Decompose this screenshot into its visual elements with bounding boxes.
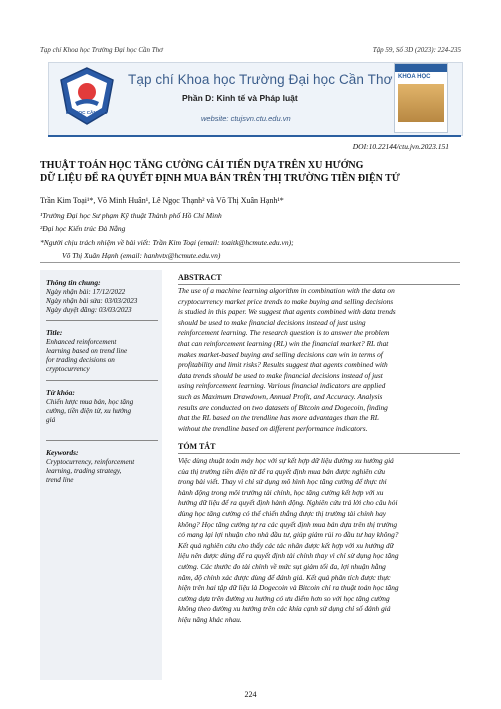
university-logo-icon	[57, 66, 117, 126]
authors: Trần Kim Toại¹*, Võ Minh Huân¹, Lê Ngọc Thạnh² và Võ Thị Xuân Hạnh¹*	[40, 196, 284, 205]
abstract-line: using reinforcement learning. Various financial indicators are applied	[178, 381, 386, 391]
tomtat-line: trong bài viết. Thay vì chỉ sử dụng mô hình học tăng cường để thực thi	[178, 477, 387, 487]
journal-part: Phần D: Kinh tế và Pháp luật	[182, 93, 298, 103]
tomtat-line: hướng dữ liệu để ra quyết định hành động. Nghiên cứu trả lời cho câu hỏi	[178, 498, 398, 508]
tomtat-line: Kết quả nghiên cứu cho thấy các tác nhân được kết hợp với xu hướng dữ	[178, 540, 394, 550]
abstract-line: makes market-based buying and selling decisions can win in terms of	[178, 349, 383, 359]
sidebar-rule	[46, 380, 158, 381]
title-line-1: THUẬT TOÁN HỌC TĂNG CƯỜNG CẢI TIẾN DỰA TRÊN XU HƯỚNG	[40, 160, 364, 171]
abstract-line: results are conducted on two datasets of Bitcoin and Dogecoin, finding	[178, 402, 388, 412]
abstract-line: that can reinforcement learning (RL) win the financial market? RL that	[178, 338, 389, 348]
abstract-heading: ABSTRACT	[178, 273, 222, 282]
tomtat-line: cường dựa trên đường xu hướng có ưu điểm hơn so với học tăng cường	[178, 593, 390, 603]
abstract-line: The use of a machine learning algorithm in combination with the data on	[178, 286, 395, 295]
tomtat-line: hành động trong môi trường tài chính, học tăng cường kết hợp với xu	[178, 487, 384, 497]
tomtat-line: có mang lại lợi nhuận cho nhà đầu tư, giúp giảm rủi ro đầu tư hay không?	[178, 530, 399, 540]
abstract-line: cryptocurrency market price trends to make buying and selling decisions	[178, 296, 394, 306]
corresponding-1: *Người chịu trách nhiệm về bài viết: Trần Kim Toại (email: toaitk@hcmute.edu.vn);	[40, 238, 294, 247]
tomtat-line: Việc dùng thuật toán máy học với sự kết hợp dữ liệu đường xu hướng giá	[178, 456, 394, 465]
running-header-right: Tập 59, Số 3D (2023): 224-235	[372, 46, 461, 54]
tomtat-line: hiện trên hai tập dữ liệu là Dogecoin và Bitcoin chỉ ra thuật toán học tăng	[178, 583, 399, 593]
abstract-rule	[178, 284, 460, 285]
affiliation-1: ¹Trường Đại học Sư phạm Kỹ thuật Thành phố Hồ Chí Minh	[40, 211, 222, 220]
tukhoa-line: cường, tiền điện tử, xu hướng	[46, 407, 132, 415]
tukhoa-line: Chiến lược mua bán, học tăng	[46, 398, 134, 406]
received-date: Ngày nhận bài: 17/12/2022	[46, 288, 126, 296]
tomtat-line: cường. Các thước đo tài chính về mức sụt giảm tối đa, lợi nhuận hằng	[178, 561, 386, 571]
tukhoa-heading: Từ khóa:	[46, 388, 75, 397]
tomtat-line: liệu nên được dùng để ra quyết định tài chính thay vì chỉ sử dụng học tăng	[178, 551, 399, 561]
abstract-line: reinforcement learning. The research question is to answer the problem	[178, 328, 390, 338]
revised-date: Ngày nhận bài sửa: 03/03/2023	[46, 297, 138, 305]
tomtat-line: dùng học tăng cường có thể chiến thắng được thị trường tài chính hay	[178, 508, 387, 518]
sidebar-rule	[46, 440, 158, 441]
tomtat-heading: TÓM TẮT	[178, 442, 216, 451]
corresponding-2: Võ Thị Xuân Hạnh (email: hanhvtx@hcmute.edu.vn)	[62, 251, 221, 260]
abstract-line: such as Maximum Drawdown, Annual Profit, and Accuracy. Analysis	[178, 391, 383, 401]
article-title	[40, 160, 470, 185]
abstract-line: data trends should be used to make financial decisions instead of just	[178, 370, 383, 380]
keywords-line: trend line	[46, 476, 74, 484]
title-line: learning based on trend line	[46, 347, 128, 355]
abstract-line: profitability and limit risks? Results suggest that agents combined with	[178, 360, 388, 370]
journal-cover-thumbnail	[394, 63, 448, 133]
title-line: for trading decisions on	[46, 356, 115, 364]
doi: DOI:10.22144/ctu.jvn.2023.151	[352, 142, 449, 151]
journal-title: Tạp chí Khoa học Trường Đại học Cần Thơ	[128, 72, 393, 87]
abstract-line: should be used to make financial decisions instead of just using	[178, 317, 366, 327]
keywords-line: learning, trading strategy,	[46, 467, 122, 475]
info-heading: Thông tin chung:	[46, 278, 101, 287]
tomtat-line: không? Học tăng cường tự ra các quyết định mua bán dựa trên thị trường	[178, 519, 398, 529]
keywords-heading: Keywords:	[46, 448, 79, 457]
running-header-left: Tạp chí Khoa học Trường Đại học Cần Thơ	[40, 46, 163, 54]
header-rule	[48, 135, 461, 137]
cover-text: KHOA HỌC	[398, 74, 431, 80]
page-number: 224	[244, 690, 257, 699]
abstract-line: is studied in this paper. We suggest that agents combined with data trends	[178, 307, 396, 317]
tomtat-text	[178, 456, 460, 626]
tomtat-line: hiệu năng khác nhau.	[178, 614, 242, 624]
tukhoa-line: giá	[46, 416, 56, 424]
keywords-line: Cryptocurrency, reinforcement	[46, 458, 135, 466]
accepted-date: Ngày duyệt đăng: 03/03/2023	[46, 306, 132, 314]
tomtat-line: không theo đường xu hướng trên các khía cạnh sử dụng chỉ số đánh giá	[178, 604, 391, 614]
authors-rule	[40, 262, 460, 263]
abstract-line: that the RL based on the trendline has more advantages than the RL	[178, 413, 379, 423]
journal-website: website: ctujsvn.ctu.edu.vn	[201, 114, 291, 123]
tomtat-line: năm, độ chính xác được dùng để đánh giá. Kết quả phân tích được thực	[178, 572, 391, 582]
tomtat-line: của thị trường tiền điện tử để ra quyết định mua bán được nghiên cứu	[178, 466, 386, 476]
sidebar-rule	[46, 320, 158, 321]
affiliation-2: ²Đại học Kiến trúc Đà Nẵng	[40, 224, 126, 233]
abstract-text	[178, 286, 460, 434]
title-line: Enhanced reinforcement	[46, 338, 117, 346]
title-heading: Title:	[46, 328, 63, 337]
logo-text: ĐẠI HỌC CẦN THƠ	[66, 110, 108, 115]
tomtat-rule	[178, 453, 460, 454]
abstract-line: without the trendline based on different performance indicators.	[178, 423, 368, 433]
title-line-2: DỮ LIỆU ĐỂ RA QUYẾT ĐỊNH MUA BÁN TRÊN THỊ TRƯỜNG TIỀN ĐIỆN TỬ	[40, 172, 400, 184]
title-line: cryptocurrency	[46, 365, 90, 373]
